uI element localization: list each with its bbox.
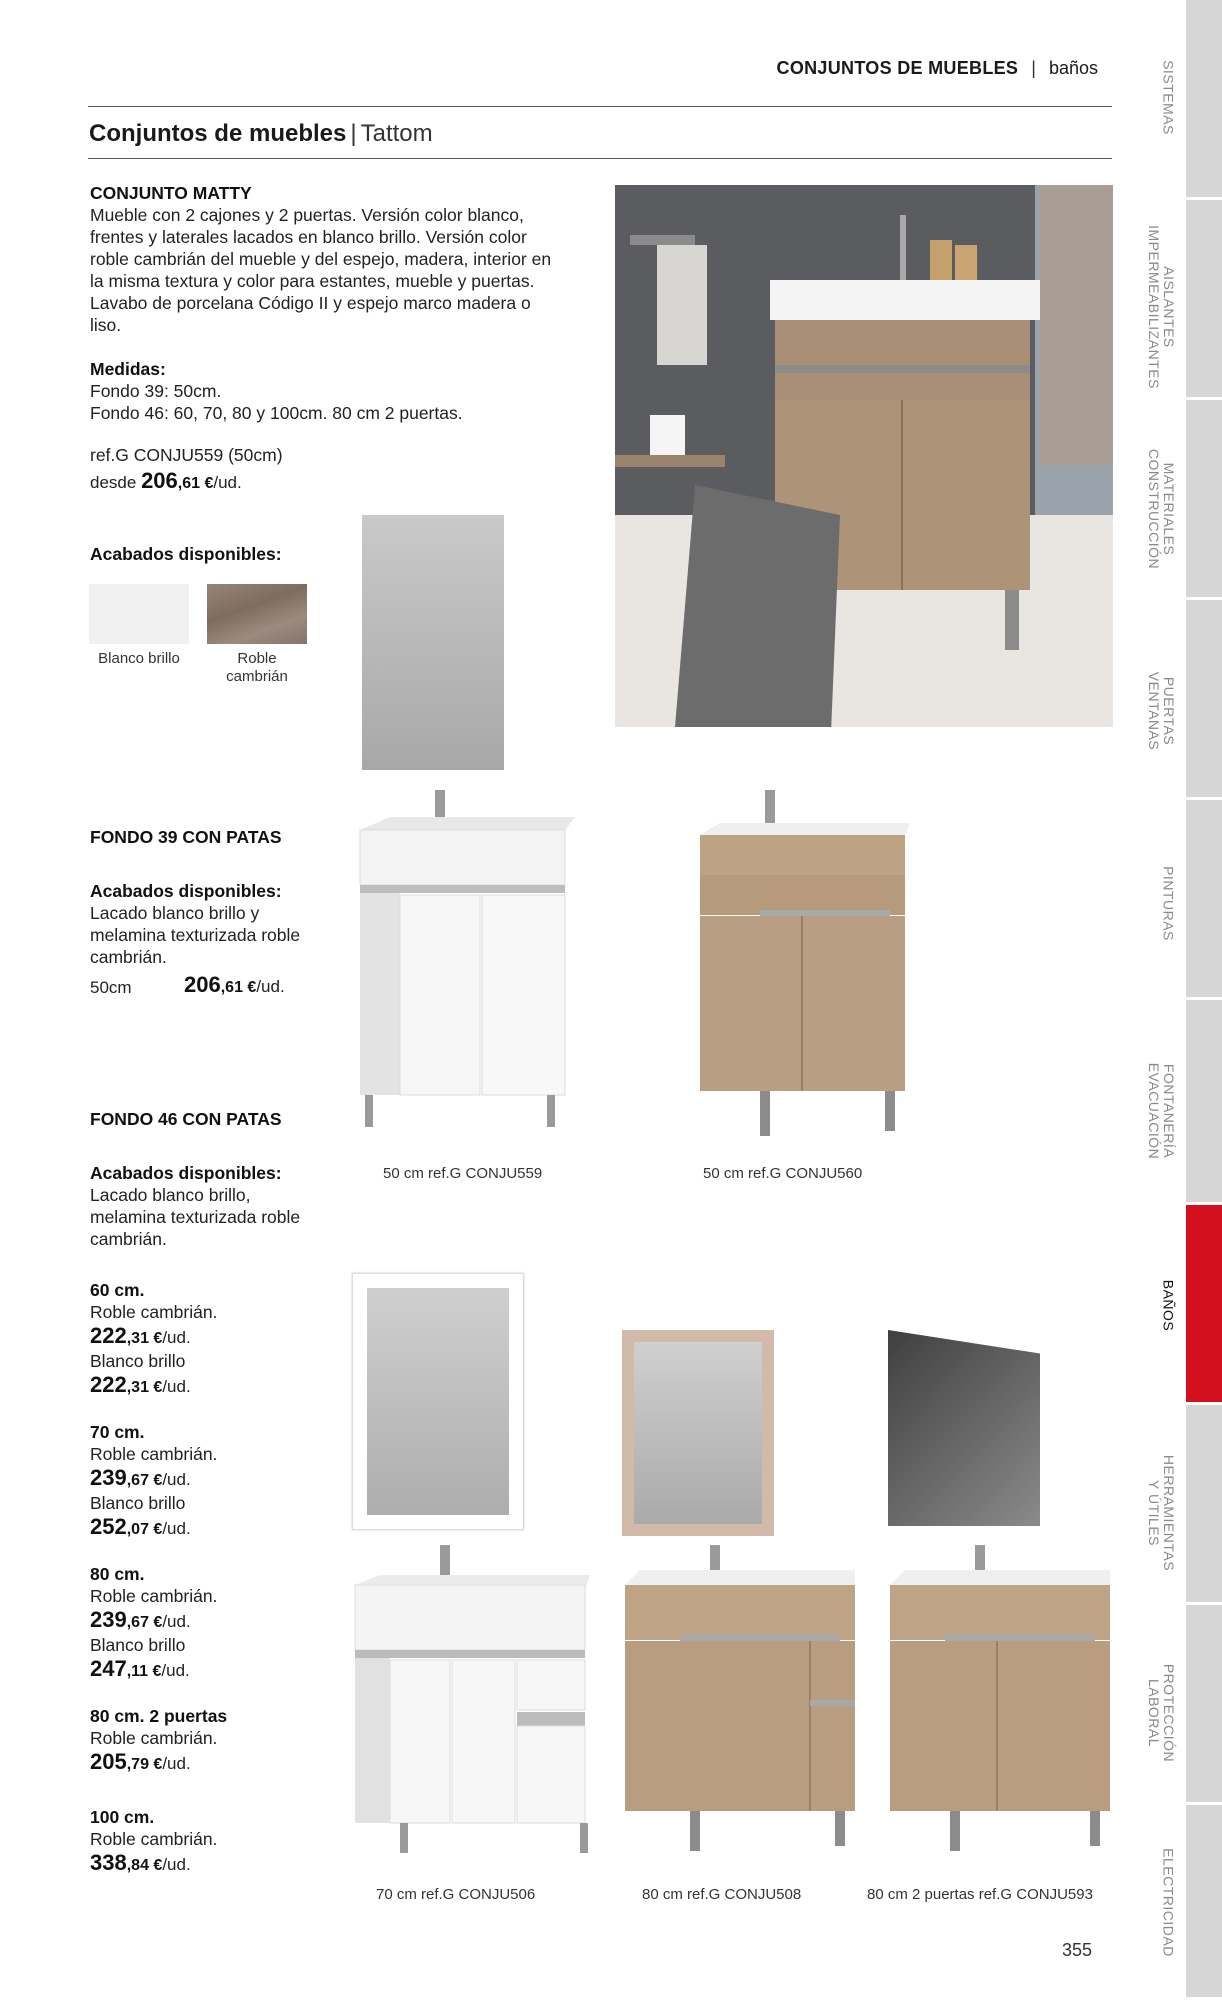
section-subtitle: baños bbox=[1048, 58, 1098, 78]
category-sidebar bbox=[1186, 0, 1222, 2000]
desc-line: Lavabo de porcelana Código II y espejo marco madera o bbox=[90, 293, 531, 313]
sidebar-label-active bbox=[1161, 1211, 1176, 1401]
sidebar-label-line: IMPERMEABILIZANTES bbox=[1146, 225, 1162, 389]
sidebar-tab-materiales[interactable] bbox=[1186, 400, 1222, 600]
price-dec: ,61 € bbox=[177, 475, 214, 492]
size-label: 80 cm. bbox=[90, 1564, 145, 1584]
product-block bbox=[90, 182, 570, 495]
price-line bbox=[90, 1751, 350, 1776]
price-unit: /ud. bbox=[162, 1328, 191, 1347]
cabinet-white-70-image bbox=[350, 1540, 595, 1860]
sidebar-label-line: AISLANTES bbox=[1161, 266, 1177, 348]
finish-label: Blanco brillo bbox=[90, 1351, 186, 1371]
sidebar-label-line: FONTANERÍA bbox=[1161, 1063, 1177, 1159]
mirror-plain-image bbox=[362, 515, 504, 770]
price-dec: ,31 € bbox=[126, 1330, 163, 1347]
section-title: CONJUNTOS DE MUEBLES bbox=[776, 58, 1019, 78]
desc-line: Mueble con 2 cajones y 2 puertas. Versión color blanco, bbox=[90, 205, 524, 225]
sidebar-label-line: PROTECCIÓN bbox=[1161, 1663, 1177, 1763]
sidebar-label bbox=[1146, 212, 1176, 402]
price-dec: ,84 € bbox=[126, 1857, 163, 1874]
caption-conju508: 80 cm ref.G CONJU508 bbox=[642, 1886, 802, 1903]
measure-line: Fondo 46: 60, 70, 80 y 100cm. 80 cm 2 puertas. bbox=[90, 403, 463, 423]
sidebar-tab-electricidad[interactable] bbox=[1186, 1805, 1222, 2000]
sidebar-label-line: VENTANAS bbox=[1146, 671, 1162, 751]
sidebar-label-line: LABORAL bbox=[1146, 1678, 1162, 1748]
price-int: 222 bbox=[90, 1323, 127, 1348]
cabinet-oak-50-image bbox=[690, 785, 920, 1155]
price-int: 205 bbox=[90, 1749, 127, 1774]
sidebar-label bbox=[1146, 616, 1176, 806]
size-label: 60 cm. bbox=[90, 1280, 145, 1300]
sidebar-label bbox=[1161, 809, 1176, 999]
price-line bbox=[90, 1374, 350, 1399]
sidebar-tab-pinturas[interactable] bbox=[1186, 800, 1222, 1000]
finish-label: Blanco brillo bbox=[90, 1493, 186, 1513]
finish-label: Roble cambrián. bbox=[90, 1302, 218, 1322]
caption-conju559: 50 cm ref.G CONJU559 bbox=[383, 1165, 543, 1182]
swatch-label: cambrián bbox=[226, 668, 288, 685]
sidebar-label-line: BAÑOS bbox=[1160, 1279, 1177, 1332]
product-ref: ref.G CONJU559 (50cm) bbox=[90, 445, 283, 465]
price-int: 338 bbox=[90, 1850, 127, 1875]
price-dec: ,61 € bbox=[220, 979, 257, 996]
fondo46-finish-line: Lacado blanco brillo, bbox=[90, 1185, 251, 1205]
finish-label: Roble cambrián. bbox=[90, 1586, 218, 1606]
size-label: 100 cm. bbox=[90, 1807, 155, 1827]
size-label: 70 cm. bbox=[90, 1422, 145, 1442]
swatch-blanco-brillo bbox=[89, 584, 189, 644]
sidebar-tab-banos[interactable] bbox=[1186, 1205, 1222, 1405]
mirror-dark-image bbox=[888, 1330, 1040, 1526]
price-line bbox=[90, 1852, 350, 1877]
price-line bbox=[90, 1325, 350, 1350]
from-label: desde bbox=[90, 473, 137, 492]
finish-label: Roble cambrián. bbox=[90, 1444, 218, 1464]
size-label: 80 cm. 2 puertas bbox=[90, 1706, 228, 1726]
swatch-roble-cambrian bbox=[207, 584, 307, 644]
header-separator: | bbox=[1031, 58, 1036, 78]
price-dec: ,79 € bbox=[126, 1756, 163, 1773]
fondo46-title: FONDO 46 CON PATAS bbox=[90, 1109, 282, 1129]
sidebar-label-line: CONSTRUCCIÓN bbox=[1146, 448, 1162, 570]
sidebar-label-line: HERRAMIENTAS bbox=[1161, 1454, 1177, 1572]
hero-photo bbox=[615, 185, 1113, 727]
price-line bbox=[90, 1658, 350, 1683]
caption-conju593: 80 cm 2 puertas ref.G CONJU593 bbox=[867, 1886, 1093, 1903]
price-int: 252 bbox=[90, 1514, 127, 1539]
section-header bbox=[0, 58, 1098, 79]
fondo39-block bbox=[90, 826, 330, 1000]
price-dec: ,67 € bbox=[126, 1614, 163, 1631]
sidebar-tab-herramientas[interactable] bbox=[1186, 1405, 1222, 1605]
price-list bbox=[90, 1279, 350, 1877]
sidebar-tab-puertas[interactable] bbox=[1186, 600, 1222, 800]
price-line bbox=[90, 1516, 350, 1541]
price-int: 206 bbox=[184, 972, 221, 997]
price-unit: /ud. bbox=[162, 1470, 191, 1489]
sidebar-label bbox=[1146, 1016, 1176, 1206]
sidebar-label-line: MATERIALES bbox=[1161, 462, 1177, 556]
sidebar-tab-sistemas[interactable] bbox=[1186, 0, 1222, 200]
price-int: 206 bbox=[141, 468, 178, 493]
mirror-glass bbox=[367, 1288, 509, 1515]
cabinet-oak-80-2-doors-image bbox=[885, 1540, 1115, 1860]
price-line bbox=[90, 1467, 350, 1492]
fondo39-title: FONDO 39 CON PATAS bbox=[90, 827, 282, 847]
sidebar-label bbox=[1146, 414, 1176, 604]
finish-label: Blanco brillo bbox=[90, 1635, 186, 1655]
fondo39-finish-line: Lacado blanco brillo y bbox=[90, 903, 260, 923]
title-separator: | bbox=[350, 120, 357, 147]
from-price bbox=[90, 470, 570, 495]
title-rule bbox=[88, 158, 1112, 159]
mirror-white-frame-image bbox=[352, 1273, 524, 1530]
page-number: 355 bbox=[1062, 1940, 1093, 1960]
swatch-caption bbox=[89, 650, 189, 668]
fondo39-finishes-title: Acabados disponibles: bbox=[90, 881, 282, 901]
bathroom-scene-image bbox=[615, 185, 1113, 727]
desc-line: liso. bbox=[90, 315, 122, 335]
sidebar-label-line: PUERTAS bbox=[1161, 676, 1177, 746]
fondo46-block bbox=[90, 1108, 350, 1250]
sidebar-label bbox=[1161, 3, 1176, 193]
finish-label: Roble cambrián. bbox=[90, 1829, 218, 1849]
caption-conju506: 70 cm ref.G CONJU506 bbox=[376, 1886, 536, 1903]
sidebar-label-line: EVACUACIÓN bbox=[1146, 1062, 1162, 1160]
sidebar-label-line: PINTURAS bbox=[1160, 866, 1177, 941]
cabinet-oak-80-image bbox=[620, 1540, 860, 1860]
finish-label: Roble cambrián. bbox=[90, 1728, 218, 1748]
price-unit: /ud. bbox=[162, 1754, 191, 1773]
page-title-main: Conjuntos de muebles bbox=[89, 120, 347, 147]
fondo39-finish-line: melamina texturizada roble bbox=[90, 925, 301, 945]
price-line bbox=[90, 1609, 350, 1634]
desc-line: frentes y laterales lacados en blanco brillo. Versión color bbox=[90, 227, 527, 247]
measures-title: Medidas: bbox=[90, 359, 166, 379]
header-rule bbox=[88, 106, 1112, 107]
page-title-brand: Tattom bbox=[360, 120, 433, 147]
price-dec: ,07 € bbox=[126, 1521, 163, 1538]
price-int: 247 bbox=[90, 1656, 127, 1681]
sidebar-tab-aislantes[interactable] bbox=[1186, 200, 1222, 400]
price-unit: /ud. bbox=[213, 473, 242, 492]
price-int: 222 bbox=[90, 1372, 127, 1397]
fondo39-price bbox=[90, 974, 330, 1000]
fondo46-finish-line: melamina texturizada roble bbox=[90, 1207, 301, 1227]
desc-line: la misma textura y color para estantes, mueble y puertas. bbox=[90, 271, 535, 291]
price-int: 239 bbox=[90, 1607, 127, 1632]
sidebar-label bbox=[1161, 1808, 1176, 1998]
price-unit: /ud. bbox=[161, 1661, 190, 1680]
sidebar-label-line: SISTEMAS bbox=[1160, 60, 1177, 135]
sidebar-label-line: Y ÚTILES bbox=[1146, 1480, 1162, 1546]
desc-line: roble cambrián del mueble y del espejo, madera, interior en bbox=[90, 249, 552, 269]
swatch-label: Roble bbox=[237, 650, 277, 667]
caption-conju560: 50 cm ref.G CONJU560 bbox=[703, 1165, 863, 1182]
fondo46-finishes-title: Acabados disponibles: bbox=[90, 1163, 282, 1183]
price-unit: /ud. bbox=[162, 1377, 191, 1396]
price-unit: /ud. bbox=[256, 977, 285, 996]
price-dec: ,67 € bbox=[126, 1472, 163, 1489]
mirror-oak-frame-image bbox=[622, 1330, 774, 1536]
mirror-glass bbox=[634, 1342, 762, 1524]
swatch-caption bbox=[207, 650, 307, 686]
fondo39-size: 50cm bbox=[90, 978, 132, 997]
fondo46-finish-line: cambrián. bbox=[90, 1229, 167, 1249]
measure-line: Fondo 39: 50cm. bbox=[90, 381, 222, 401]
cabinet-white-50-image bbox=[355, 785, 575, 1135]
swatch-label: Blanco brillo bbox=[98, 650, 180, 667]
price-unit: /ud. bbox=[162, 1855, 191, 1874]
finishes-title: Acabados disponibles: bbox=[90, 544, 282, 564]
price-unit: /ud. bbox=[162, 1612, 191, 1631]
sidebar-label bbox=[1146, 1618, 1176, 1808]
sidebar-label bbox=[1146, 1418, 1176, 1608]
sidebar-tab-fontaneria[interactable] bbox=[1186, 1000, 1222, 1205]
sidebar-tab-proteccion[interactable] bbox=[1186, 1605, 1222, 1805]
product-name: CONJUNTO MATTY bbox=[90, 183, 252, 203]
price-unit: /ud. bbox=[162, 1519, 191, 1538]
price-dec: ,11 € bbox=[126, 1663, 162, 1680]
price-int: 239 bbox=[90, 1465, 127, 1490]
page-title bbox=[89, 120, 433, 148]
price-dec: ,31 € bbox=[126, 1379, 163, 1396]
sidebar-label-line: ELECTRICIDAD bbox=[1160, 1848, 1177, 1957]
fondo39-finish-line: cambrián. bbox=[90, 947, 167, 967]
